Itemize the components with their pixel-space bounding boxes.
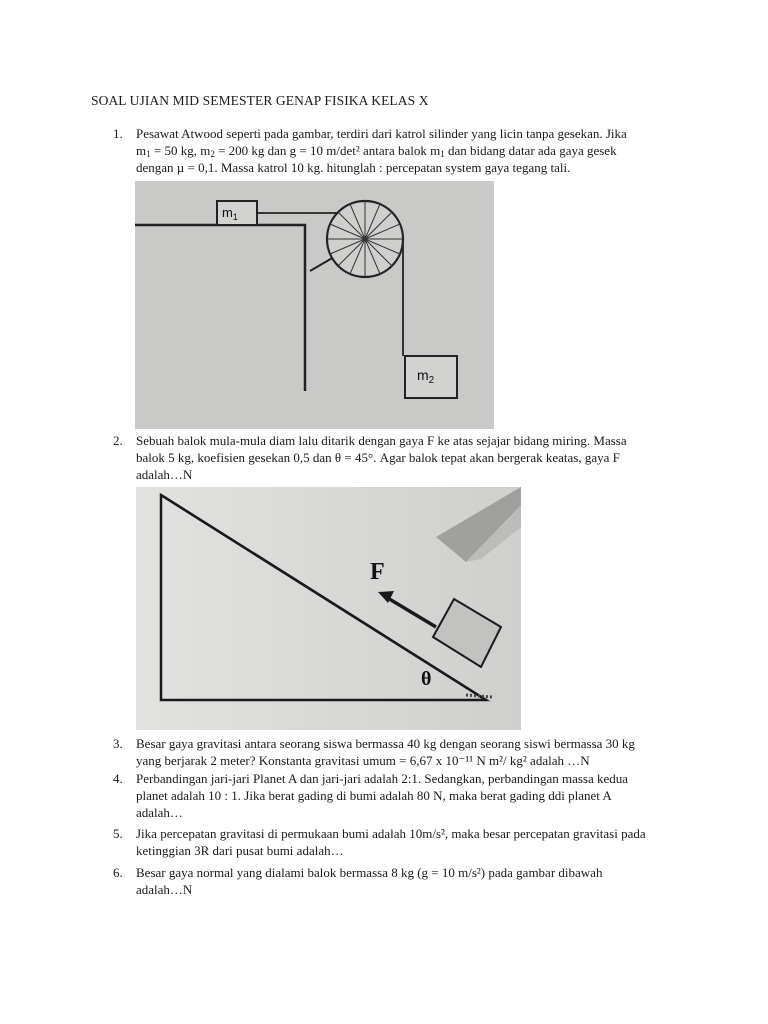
pulley-spokes — [327, 201, 403, 277]
question-text-line: Pesawat Atwood seperti pada gambar, terdiri dari katrol silinder yang licin tanpa gesekan. Jika — [136, 126, 627, 141]
question-text-line: Besar gaya normal yang dialami balok bermassa 8 kg (g = 10 m/s²) pada gambar dibawah — [136, 865, 603, 880]
question-text-line: Perbandingan jari-jari Planet A dan jari-jari adalah 2:1. Sedangkan, perbandingan massa kedua — [136, 771, 629, 786]
question-number: 5. — [113, 826, 123, 841]
force-label: F — [370, 559, 385, 585]
atwood-diagram — [135, 181, 494, 429]
question-text-line: $m_1 = 50$ kg, $m_2 = 200$ kg dan g = 10 m/det² antara balok $m_1$ dan bidang datar ada gaya gesek — [136, 143, 617, 159]
block-m2-label: $m_2$ — [417, 367, 435, 386]
question-text-line: yang berjarak 2 meter? Konstanta gravitasi umum = 6,67 x 10⁻¹¹ N m²/ kg² adalah …N — [136, 753, 590, 768]
question-text-line: adalah…N — [136, 467, 193, 482]
question-number: 2. — [113, 433, 123, 448]
question-text-line: adalah…N — [136, 882, 193, 897]
question-text-line: adalah… — [136, 805, 183, 820]
angle-label: θ — [421, 668, 432, 690]
incline-figure — [136, 487, 521, 730]
question-text-line: dengan µ = 0,1. Massa katrol 10 kg. hitunglah : percepatan system gaya tegang tali. — [136, 160, 571, 175]
question-text-line: Besar gaya gravitasi antara seorang siswa bermassa 40 kg dengan seorang siswi bermassa 30 kg — [136, 736, 635, 751]
question-text-line: Jika percepatan gravitasi di permukaan bumi adalah 10m/s², maka besar percepatan gravitasi pada — [136, 826, 646, 841]
question-number: 6. — [113, 865, 123, 880]
page-title: SOAL UJIAN MID SEMESTER GENAP FISIKA KELAS X — [91, 93, 429, 108]
question-text-line: balok 5 kg, koefisien gesekan 0,5 dan θ = 45°. Agar balok tepat akan bergerak keatas, gaya F — [136, 450, 620, 465]
question-number: 3. — [113, 736, 123, 751]
question-text-line: ketinggian 3R dari pusat bumi adalah… — [136, 843, 344, 858]
incline-diagram — [136, 487, 521, 730]
atwood-figure — [135, 181, 494, 429]
block-m1-label: $m_1$ — [222, 205, 238, 222]
question-number: 4. — [113, 771, 123, 786]
question-text-line: planet adalah 10 : 1. Jika berat gading di bumi adalah 80 N, maka berat gading ddi planet A — [136, 788, 612, 803]
question-text-line: Sebuah balok mula-mula diam lalu ditarik dengan gaya F ke atas sejajar bidang miring. Massa — [136, 433, 627, 448]
question-number: 1. — [113, 126, 123, 141]
